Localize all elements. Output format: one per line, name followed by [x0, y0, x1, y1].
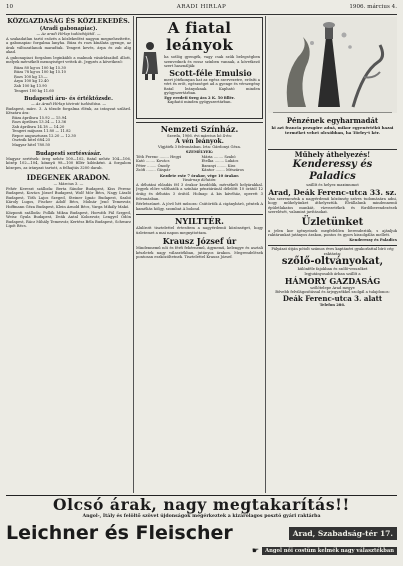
fisherman-illustration [140, 40, 160, 80]
cast-heading: SZEMÉLYEK: [185, 150, 214, 155]
nyiltter-title: NYILTTÉR. [175, 216, 224, 227]
price-item: Repce augusztusra 12.20 — 12.30 [12, 133, 76, 138]
price-item: Osztrák hitel 684.25 [12, 138, 51, 143]
ad-text: Van szerencsénk a nagyérdemű közönség szíves tudomására adni, hogy műhelyünket áthelyeztük. Elvállalunk mindennemű épületlakatos munkát, vízvezetékek és fürdőberendezések szerelését, valamint javításokat. [268, 196, 397, 215]
ad-footer: Kapható minden gyógyszertárban. [167, 100, 232, 105]
article-paragraph: Budapest, márc. 3. A tőzsde forgalma élénk, az irányzat szilárd. Készáru ára: [6, 106, 131, 116]
cast-item: Mária ........ Szabó [201, 154, 236, 159]
cast-item: Kató ........ Kovács [136, 159, 170, 164]
page-header [6, 4, 397, 14]
ad-text: ki azt francia pezsgőre adná, mikor egyenértékű hazai terméket vehet olcsóbban, ha Törley-t kér. [271, 125, 394, 135]
company-name: Kenderessy és Paladics [292, 159, 373, 182]
page-number: 10 [6, 4, 14, 10]
column-middle [136, 17, 263, 493]
cast-item: Zsófi ........ Gáspár [136, 168, 171, 173]
section-title: KÖZGAZDASÁG ÉS KÖZLEKEDÉS. [7, 17, 130, 25]
theatre-time: Kezdete este 7 órakor, vége 10 órakor. [159, 173, 240, 178]
ad-text: különféle fajokban és szőlő-vesszőket [297, 267, 368, 272]
byline: — Az Aradi Hírlap távirati tudósítása. — [30, 102, 107, 107]
cast-list [136, 155, 263, 173]
theatre-show: A vén leányok. [175, 137, 224, 145]
banner-text: Angol-, Itály és felöltő szövet újdonságok megérkeztek a kizárólagos posztó gyári raktárba [82, 514, 321, 519]
scott-emulsion-ad [136, 17, 263, 119]
price-item: Zab 100 kg 13.90 [14, 84, 47, 89]
ad-text: legjutányosabb árban szállít a [304, 272, 361, 277]
column-economy [6, 17, 131, 493]
kenderessy-ad [268, 149, 397, 242]
article-heading: (Aradi gabonapiac). [39, 26, 98, 32]
ad-signature: Kenderessy és Paladics [349, 237, 397, 242]
price-item: Árpa 100 kg 12.40 [14, 79, 49, 84]
ad-text: szőlőtelepe Arad megye [310, 285, 355, 290]
krausz-name: Krausz József úr [162, 236, 237, 247]
banner-footer-row [6, 546, 397, 555]
ad-headline: szőlő-oltványokat, [281, 256, 384, 268]
ad-text: a jelen kor igényeinek megfelelően berendeztük, s ajánljuk raktárunkat jutányos árakon, pontos és gyors kiszolgálás mellett. [268, 228, 397, 238]
ad-text: Bővebb felvilágosítással és árjegyzékkel szolgál a tulajdonos: [275, 290, 390, 295]
price-list [6, 66, 131, 93]
banner-footer-text: Angol női costüm kelmék nagy választékban [262, 547, 397, 555]
ad-text: ha sotlóg gyengék, vagy csak szűk belegségben szenvednek és rossz színben vannak, a következő szert használják: [164, 55, 260, 69]
ad-text: mert jótékonyan hat az egész szervezetre, erősíti a vért és erőt, egészséget ad a gyenge és vérszegény fiatal leányoknak. Kapható minden gyógyszertárban. [164, 77, 260, 96]
champagne-ad [268, 17, 397, 147]
theatre-text: A délutáni előadás fél 3 órakor kezdődik, mérsékelt helyárakkal. Jegyek előre válthatók a színház pénztáránál délelőtt 10 órától 12 óráig és délután 3 órától. Holnap: A kis kávéház, operett 3 felvonásban. [136, 182, 263, 201]
bottom-banner [6, 495, 397, 555]
ad-brand: Scott-féle Emulsio [169, 67, 252, 78]
cast-item: Péter ........ Ónody [136, 163, 170, 168]
shop-title: Üzletünket [301, 216, 364, 228]
krausz-text: Mindennemű női és férfi fehérnemű, ágynemű, kelengye és asztali készletek nagy választékban, jutányos árakon. Megrendelések pontosan eszközöltetnek. Tisztelettel Krausz József. [136, 246, 263, 260]
price-list [6, 116, 131, 148]
ad-headline: Pénzének egyharmadát [286, 116, 379, 125]
price-item: Magyar hitel 780.50 [12, 143, 51, 148]
article-heading: Budapesti sertésvásár. [35, 150, 102, 157]
price-item: Búza 80 kg-os 100 kg 15.30 [14, 65, 66, 70]
paper-title: ARADI HIRLAP [176, 4, 227, 10]
issue-date: 1906. március 4. [349, 4, 397, 10]
company-subtitle: szállít és helyez maximumot [306, 183, 359, 187]
theatre-subheading: Vasárnap délután: [182, 178, 217, 183]
ad-text: Pályázat útján pótolt számos éves kaptánéri gyakorlattal bíró cég raktárán: [271, 247, 394, 256]
brand-address: Arad, Szabadság-tér 17. [289, 527, 397, 540]
theatre-genre: Vígjáték 3 felvonásban. Irta: Gárdonyi Géza. [158, 144, 241, 149]
nyiltter-text: Alulírott tisztelettel értesítem a nagyérdemű közönséget, hogy üzletemet a mai napon megnyitottam. [136, 226, 263, 235]
estate-name: HÁMORY GAZDASÁG [284, 275, 381, 286]
cast-item: Etelka ........ Lukács [201, 159, 239, 164]
price-item: Búza áprilisra 15.92 — 15.94 [12, 115, 67, 120]
theatre-section [136, 122, 263, 211]
banner-headline: Olcsó árak, nagy megtakarítás!! [53, 495, 350, 514]
estate-address: Deák Ferenc-utca 3. alatt [282, 293, 383, 303]
ad-price: Egy eredeti üveg ára 2 K. 50 fillér. [164, 95, 235, 100]
price-item: Búza 78 kg-os 100 kg 15.10 [14, 70, 66, 75]
price-item: Rozs 100 kg 13.— [14, 74, 48, 79]
cast-item: Tóth Ferenc ........ Hegyi [136, 154, 182, 159]
theatre-title: Nemzeti Színház. [160, 124, 239, 134]
price-item: Tengeri 100 kg 11.60 [14, 88, 54, 93]
hamory-ad [268, 245, 397, 307]
brand-name: Leichner és Fleischer [6, 522, 233, 544]
company-address: Arad, Deák Ferenc-utca 33. sz. [268, 187, 397, 197]
telephone: Telefon 286. [319, 302, 346, 307]
theatre-text: Bérletszünet. A jövő hét műsora: Csütörtök A cigánybáró, péntek A kaméliás hölgy, szombat A bolond. [136, 202, 263, 211]
cast-item: Kántor ........ Mészáros [201, 168, 244, 173]
pointing-hand-icon: ☛ [251, 546, 260, 555]
nyiltter-section [136, 214, 263, 260]
article-paragraph: Magyar sertések: öreg nehéz 100—102, fiatal nehéz 104—106, közép 102—104, könnyű 98—100 fillér kilónként. A forgalom közepes, az irányzat tartott, a felhajtás 3200 darab. [6, 156, 131, 170]
theatre-date: Szerda, 1906. évi március hó 4-én: [167, 134, 232, 138]
ad-headline: A fiatal leányok [165, 19, 234, 54]
price-item: Zab áprilisra 14.18 — 14.20 [12, 124, 65, 129]
champagne-illustration [268, 17, 397, 113]
column-divider [265, 16, 266, 493]
cast-item: Baranyi ........ Kiss [201, 163, 236, 168]
article-paragraph: A szakadatlan tartó esőzés a közlekedést nagyon megnehezítette, a gabonapiac forgalma lanyha. Búza és rozs kínálata gyenge, az árak változatlanok maradtak. Tengeri kevés, árpa és zab alig akad. [6, 36, 131, 55]
article-heading: Budapesti áru- és értéktőzsde. [24, 96, 113, 103]
banner-brand-row [6, 522, 397, 544]
price-item: Rozs áprilisra 13.34 — 13.36 [12, 120, 67, 125]
column-right [268, 17, 397, 493]
ad-headline: Műhely áthelyezés! [294, 150, 371, 159]
header-rule [6, 14, 397, 15]
section-title: IDEGENEK ARADON. [26, 173, 111, 183]
article-paragraph: Fehér Kereszt szálloda: Berta Sándor Budapest, Kiss Ferenc Budapest, Kovács József Budapest, Wolf Mór Bécs, Nagy László Budapest, Tóth Lajos Szeged, Steiner Ignác Budapest, Szabó Károly Lugos, Fischer Adolf Bécs, Molnár Jenő Temesvár, Hoffmann Géza Budapest, Klein Arnold Bécs, Varga Mihály Makó. [6, 186, 131, 209]
byline: — Március 3. — [53, 182, 84, 187]
column-divider [133, 16, 134, 493]
byline: — Az aradi Hírlap tudósítójától. — [36, 32, 101, 36]
article-paragraph: Központi szálloda: Pollák Miksa Budapest, Horváth Pál Szeged, Weisz Gyula Budapest, Deák Antal Kolozsvár, Lengyel Ödön Budapest, Rácz Mihály Temesvár, Kertész Béla Budapest, Schwarz Lipót Bécs. [6, 210, 131, 229]
article-paragraph: A gabonapiaci forgalom leginkább a malmok vásárlásaiból állott, melyek mérsékelt mennyiséget vettek át. Jegyzés a következő: [6, 55, 131, 65]
price-item: Tengeri májusra 11.80 — 11.82 [12, 129, 71, 134]
